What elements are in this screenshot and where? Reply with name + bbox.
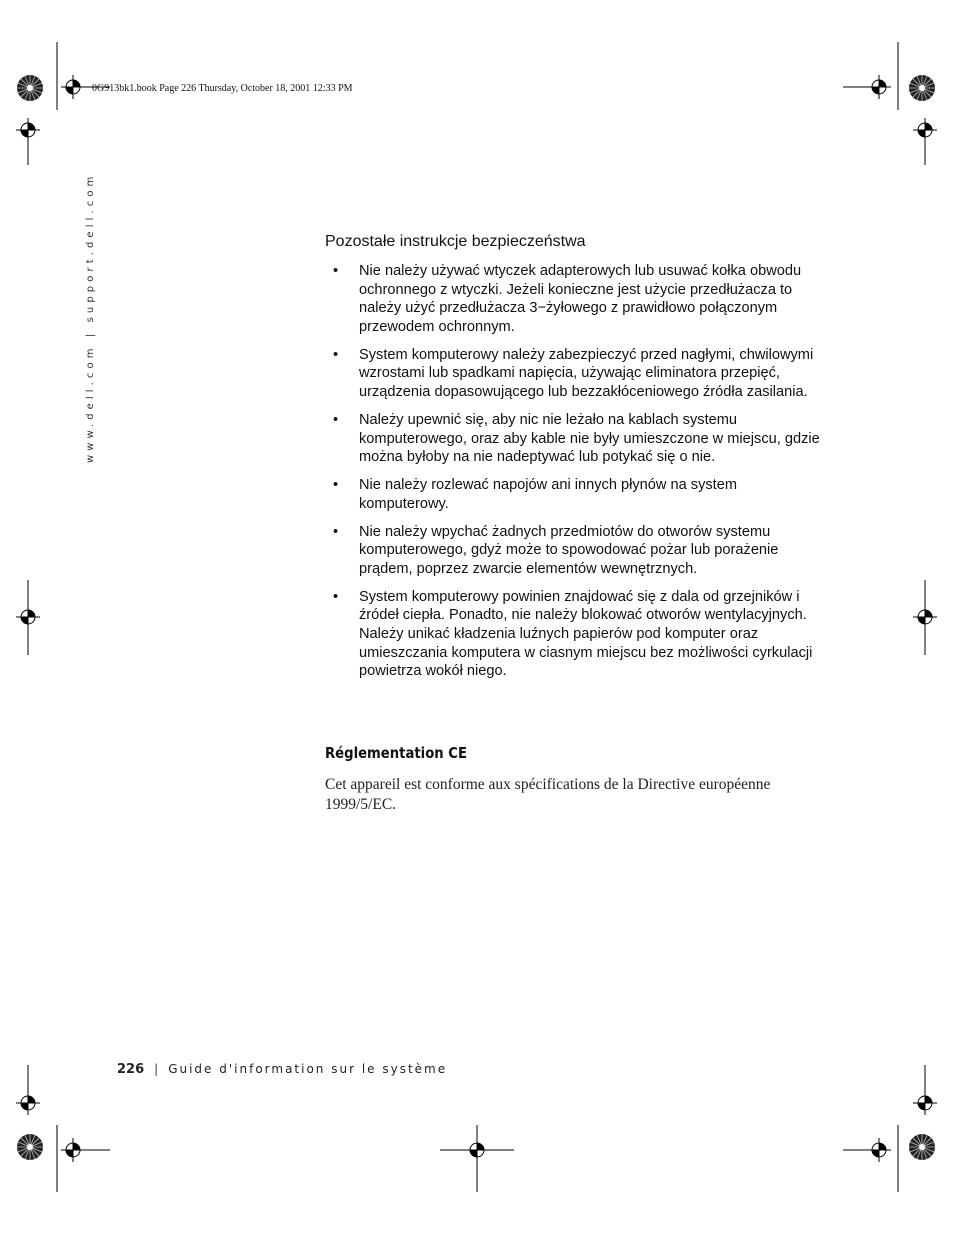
list-item <box>325 476 825 513</box>
print-header: 0G913bk1.book Page 226 Thursday, October 18, 2001 12:33 PM <box>92 83 353 94</box>
list-item-text: System komputerowy należy zabezpieczyć przed nagłymi, chwilowymi wzrostami lub spadkami napięcia, używając eliminatora przepięć, urządzenia dopasowującego lub bezzakłóceniowego źródła zasilania. <box>359 346 814 400</box>
page-footer <box>117 1062 447 1077</box>
section-heading: Pozostałe instrukcje bezpieczeństwa <box>325 233 586 250</box>
guide-title: Guide d'information sur le système <box>168 1062 448 1076</box>
list-item-text: Należy upewnić się, aby nic nie leżało na kablach systemu komputerowego, oraz aby kable nie były umieszczone w miejscu, gdzie można byłoby na nie nadeptywać lub potykać się o nie. <box>359 411 820 466</box>
ce-heading: Réglementation CE <box>325 744 467 762</box>
bullet-icon: • <box>333 346 339 363</box>
bullet-icon: • <box>333 263 339 279</box>
side-url: www.dell.com | support.dell.com <box>85 172 96 463</box>
bullet-icon: • <box>333 523 339 540</box>
list-item <box>325 588 825 681</box>
list-item-text: Nie należy używać wtyczek adapterowych lub usuwać kołka obwodu ochronnego z wtyczki. Jeżeli konieczne jest użycie przedłużacza to należy użyć przedłużacza 3−żyłowego z prawidłowo połączonym przewodem ochronnym. <box>359 263 802 335</box>
list-item-text: Nie należy wpychać żadnych przedmiotów do otworów systemu komputerowego, gdyż może to spowodować pożar lub porażenie prądem, poprzez zwarcie elementów wewnętrznych. <box>359 523 779 577</box>
bullet-icon: • <box>333 477 339 494</box>
footer-separator: | <box>154 1062 159 1076</box>
list-item <box>325 262 825 336</box>
bullet-icon: • <box>333 588 339 605</box>
list-item <box>325 346 825 402</box>
list-item <box>325 523 825 579</box>
safety-instructions-list <box>325 262 825 690</box>
page-number: 226 <box>117 1062 145 1077</box>
list-item-text: Nie należy rozlewać napojów ani innych płynów na system komputerowy. <box>359 477 738 512</box>
list-item-text: System komputerowy powinien znajdować się z dala od grzejników i źródeł ciepła. Ponadto, nie należy blokować otworów wentylacyjnych. Należy unikać kładzenia luźnych papierów pod komputer oraz umieszczania komputera w ciasnym miejscu bez możliwości cyrkulacji powietrza wokół niego. <box>359 588 813 680</box>
bullet-icon: • <box>333 411 339 428</box>
ce-paragraph: Cet appareil est conforme aux spécifications de la Directive européenne 1999/5/EC. <box>325 776 771 813</box>
list-item <box>325 411 825 467</box>
